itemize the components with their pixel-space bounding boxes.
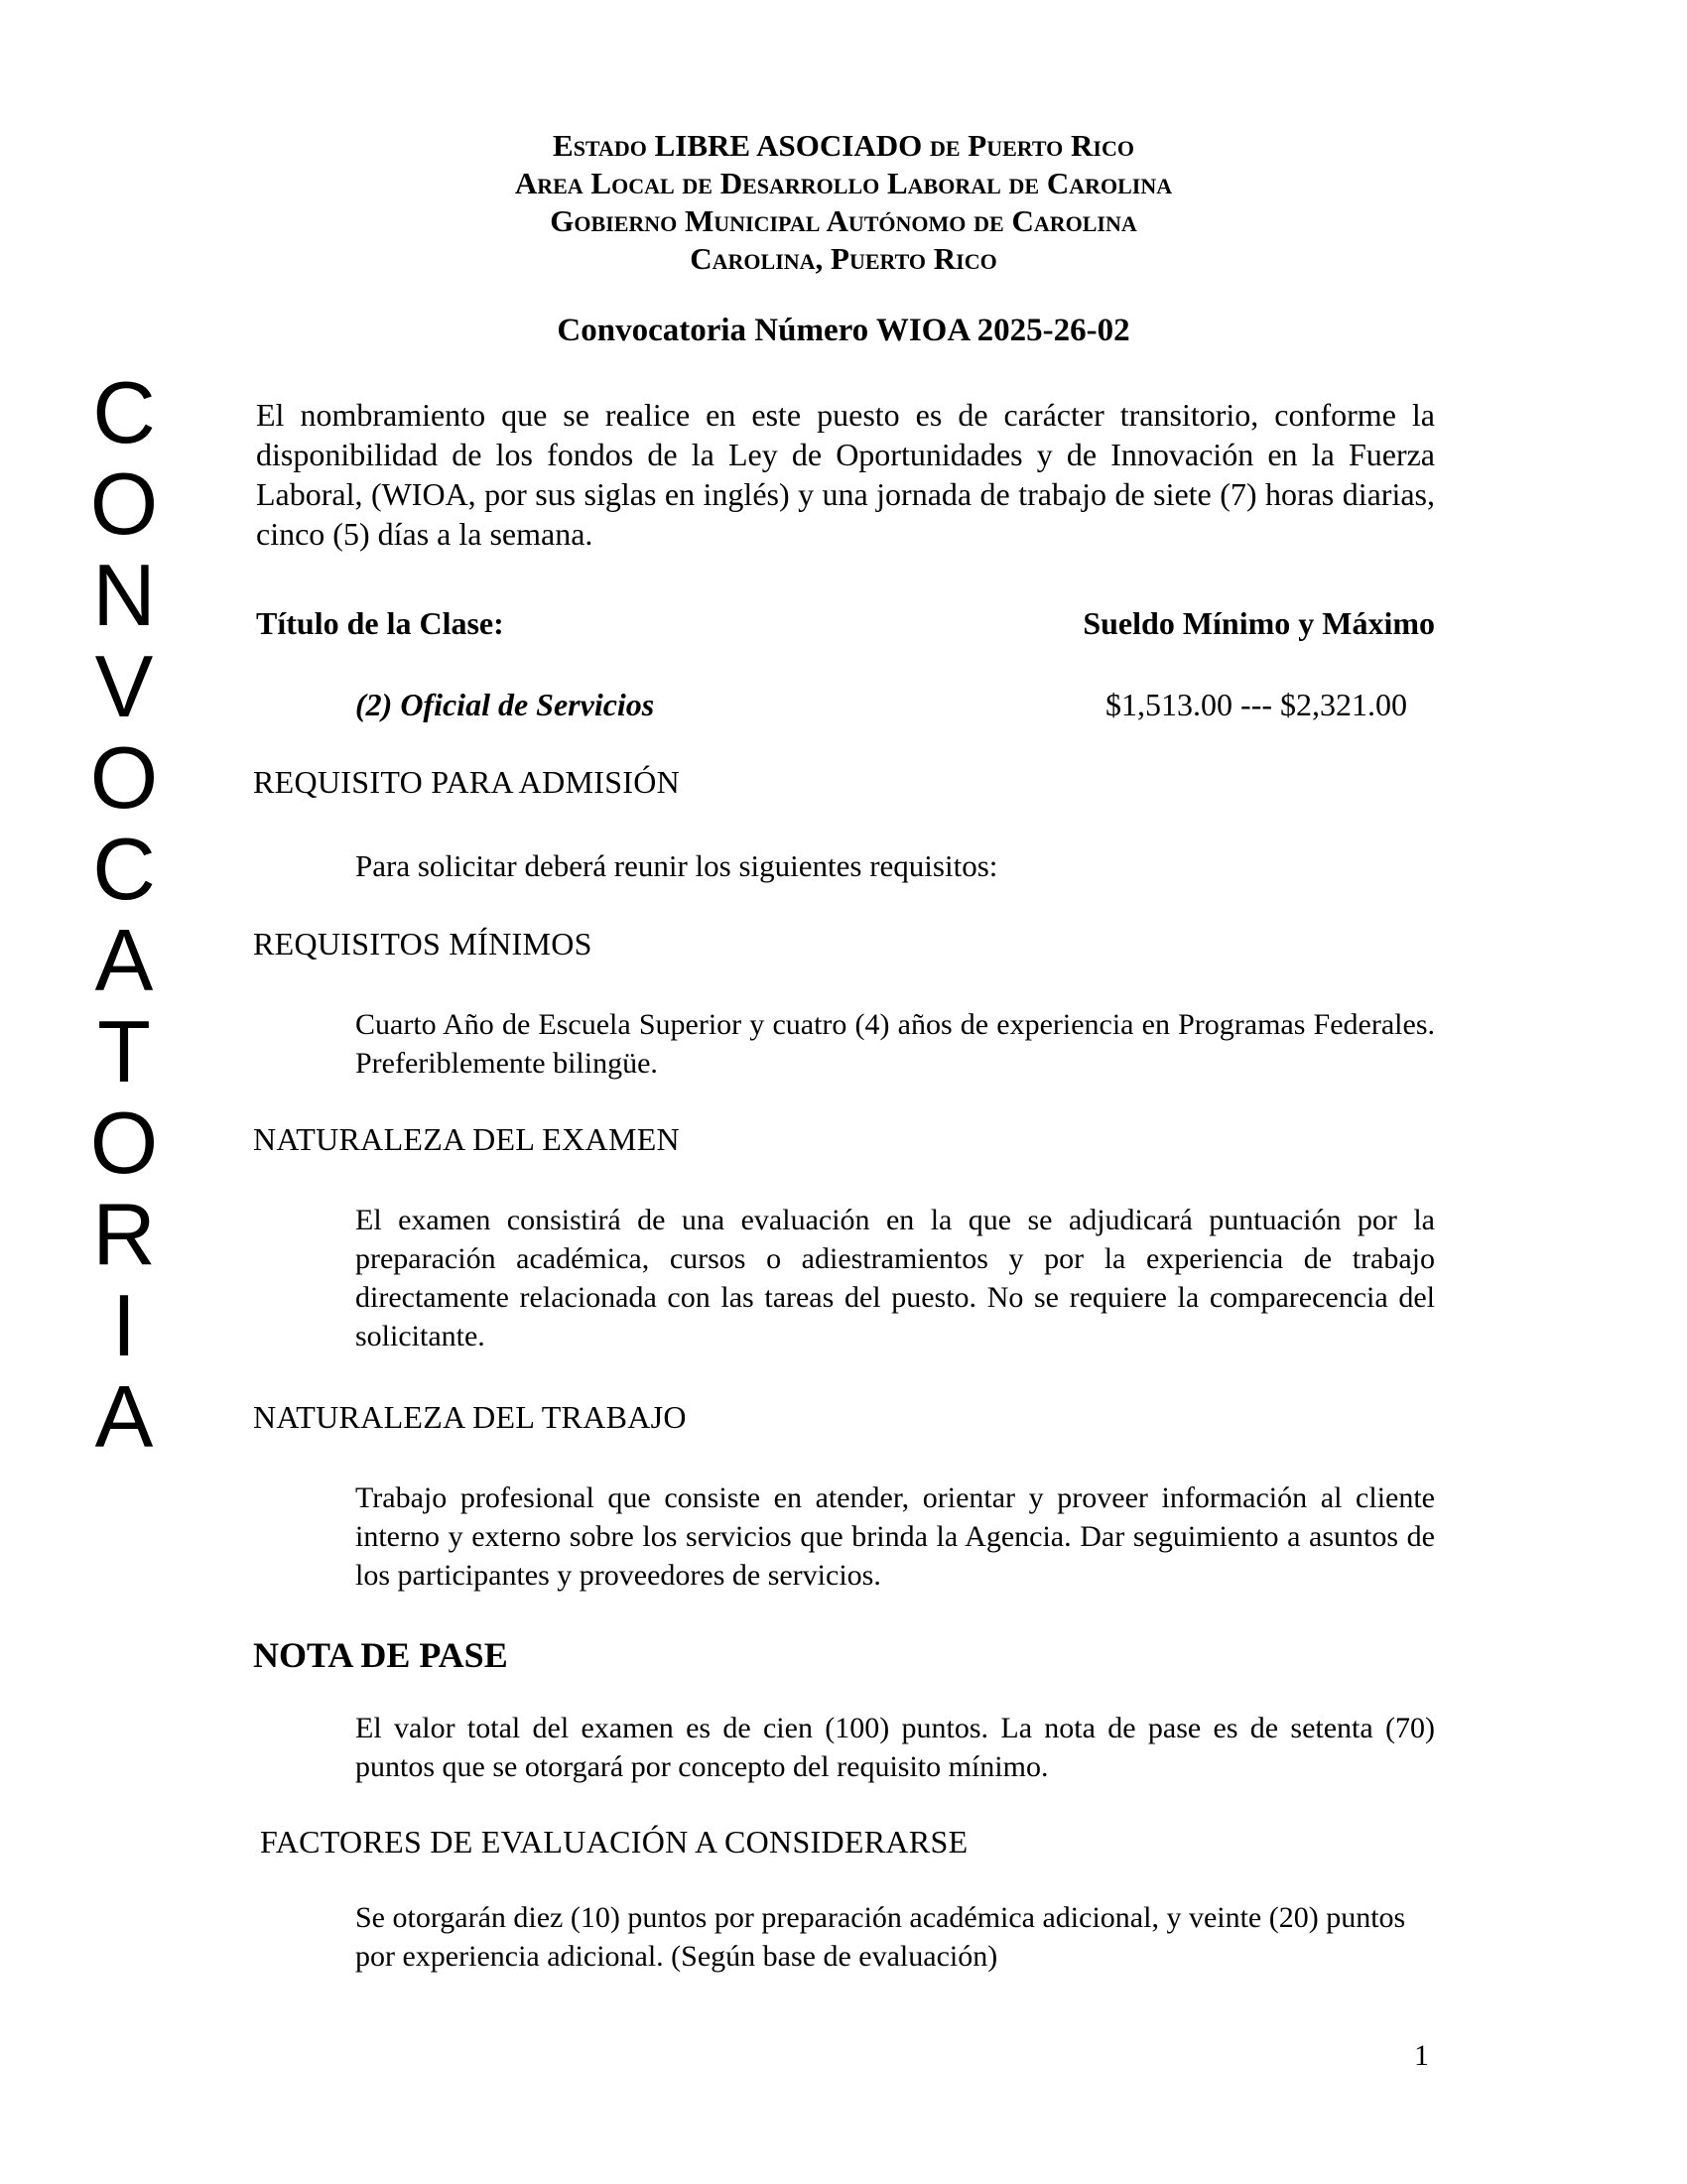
header-line-3: Gobierno Municipal Autónomo de Carolina	[550, 203, 1137, 238]
nota-heading: NOTA DE PASE	[253, 1635, 508, 1675]
salary-heading: Sueldo Mínimo y Máximo	[1083, 605, 1435, 641]
header-line-1: Estado LIBRE ASOCIADO de Puerto Rico	[553, 128, 1134, 163]
factores-heading: FACTORES DE EVALUACIÓN A CONSIDERARSE	[260, 1824, 969, 1860]
document-header	[0, 127, 1687, 278]
side-letter: O	[89, 728, 159, 827]
nota-text: El valor total del examen es de cien (100) puntos. La nota de pase es de setenta (70) puntos que se otorgará por concepto del requisito mínimo.	[355, 1712, 1435, 1783]
side-letter: I	[111, 1276, 137, 1374]
side-letter: A	[94, 911, 154, 1009]
trabajo-heading: NATURALEZA DEL TRABAJO	[253, 1399, 687, 1435]
side-letter: O	[89, 454, 159, 553]
intro-paragraph: El nombramiento que se realice en este puesto es de carácter transitorio, conforme la disponibilidad de los fondos de la Ley de Oportunidades y de Innovación en la Fuerza Laboral, (WIOA, por sus siglas en inglés) y una jornada de trabajo de siete (7) horas diarias, cinco (5) días a la semana.	[256, 397, 1435, 552]
side-letter: N	[92, 546, 156, 644]
admision-text: Para solicitar deberá reunir los siguientes requisitos:	[355, 848, 998, 883]
side-letter: R	[92, 1185, 156, 1283]
class-title: (2) Oficial de Servicios	[355, 687, 655, 722]
page-number: 1	[1414, 2039, 1429, 2072]
admision-heading: REQUISITO PARA ADMISIÓN	[253, 764, 681, 800]
side-letter: C	[92, 363, 156, 461]
side-letter: A	[94, 1367, 154, 1466]
class-title-heading: Título de la Clase:	[256, 605, 504, 641]
side-letter: T	[97, 1002, 151, 1100]
side-letter: V	[94, 637, 154, 735]
minimos-text: Cuarto Año de Escuela Superior y cuatro (4) años de experiencia en Programas Federales. Preferiblemente bilingüe.	[355, 1008, 1435, 1080]
salary-range: $1,513.00 --- $2,321.00	[1105, 687, 1407, 722]
convocatoria-title: Convocatoria Número WIOA 2025-26-02	[557, 313, 1130, 348]
examen-heading: NATURALEZA DEL EXAMEN	[253, 1121, 680, 1157]
side-vertical-word	[69, 363, 179, 1466]
header-line-2: Area Local de Desarrollo Laboral de Carolina	[514, 166, 1173, 200]
header-line-4: Carolina, Puerto Rico	[690, 241, 997, 276]
trabajo-text: Trabajo profesional que consiste en atender, orientar y proveer información al cliente interno y externo sobre los servicios que brinda la Agencia. Dar seguimiento a asuntos de los participantes y proveedores de servicios.	[355, 1481, 1435, 1592]
factores-text: Se otorgarán diez (10) puntos por preparación académica adicional, y veinte (20) puntos por experiencia adicional. (Según base de evaluación)	[355, 1901, 1406, 1973]
minimos-heading: REQUISITOS MÍNIMOS	[253, 926, 592, 962]
examen-text: El examen consistirá de una evaluación en la que se adjudicará puntuación por la preparación académica, cursos o adiestramientos y por la experiencia de trabajo directamente relacionada con las tareas del puesto. No se requiere la comparecencia del solicitante.	[355, 1204, 1435, 1352]
side-letter: O	[89, 1093, 159, 1192]
side-letter: C	[92, 820, 156, 918]
